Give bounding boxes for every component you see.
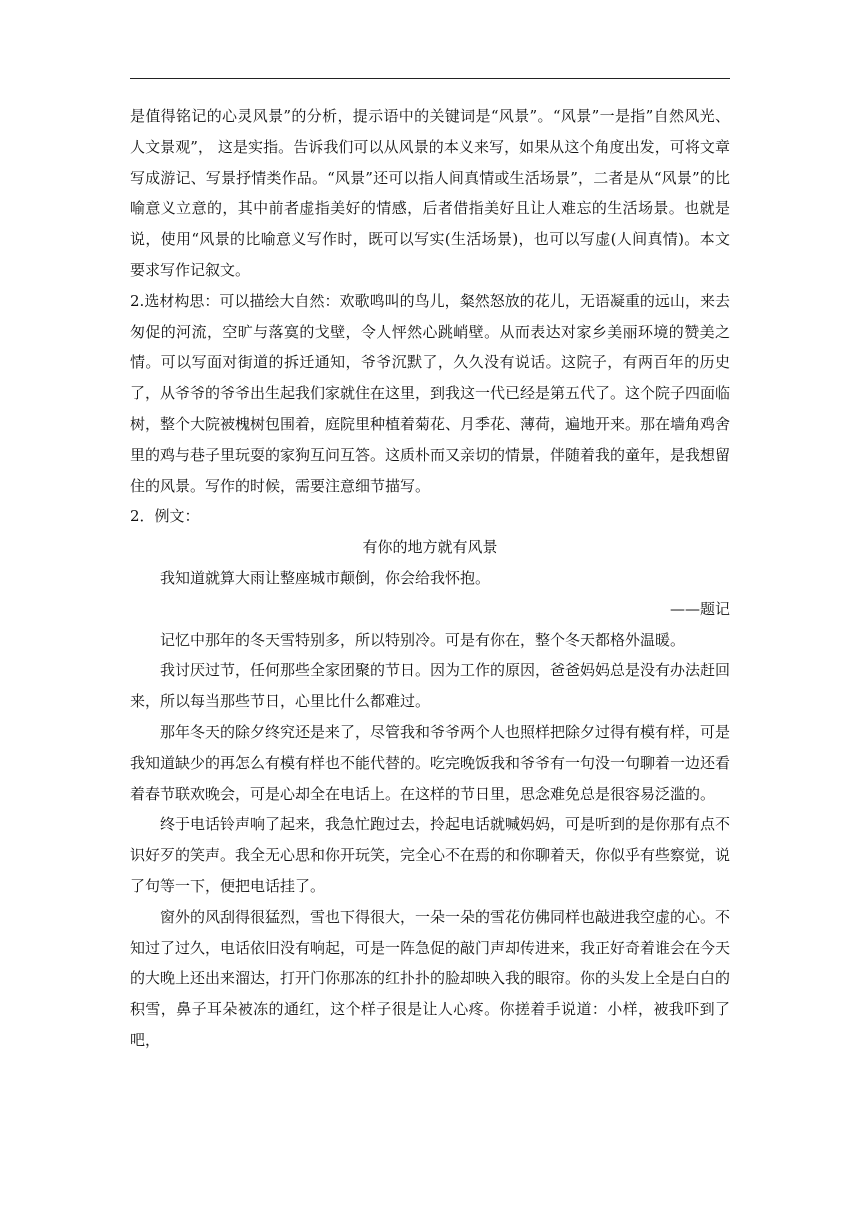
- material-conception-paragraph: 2.选材构思：可以描绘大自然：欢歌鸣叫的鸟儿，粲然怒放的花儿，无语凝重的远山，来去匆促的河流，空旷与落寞的戈壁，令人怦然心跳峭壁。从而表达对家乡美丽环境的赞美之情。可以写面对街道的拆迁通知，爷爷沉默了，久久没有说话。这院子，有两百年的历史了，从爷爷的爷爷出生起我们家就住在这里，到我这一代已经是第五代了。这个院子四面临树，整个大院被槐树包围着，庭院里种植着菊花、月季花、薄荷，遍地开来。那在墙角鸡舍里的鸡与巷子里玩耍的家狗互问互答。这质朴而又亲切的情景，伴随着我的童年，是我想留住的风景。写作的时候，需要注意细节描写。: [130, 291, 731, 495]
- example-essay-label: 2．例文：: [130, 507, 200, 526]
- essay-paragraph: 我讨厌过节，任何那些全家团聚的节日。因为工作的原因，爸爸妈妈总是没有办法赶回来，所以每当那些节日，心里比什么都难过。: [130, 661, 731, 711]
- analysis-paragraph: 是值得铭记的心灵风景”的分析，提示语中的关键词是“风景”。“风景”一是指”自然风光、人文景观”， 这是实指。告诉我们可以从风景的本义来写，如果从这个角度出发，可将文章写成游记、写景抒情类作品。“风景”还可以指人间真情或生活场景”，二者是从“风景”的比喻意义立意的，其中前者虚指美好的情感，后者借指美好且让人难忘的生活场景。也就是说，使用“风景的比喻意义写作时，既可以写实(生活场景)，也可以写虚(人间真情)。本文要求写作记叙文。: [130, 107, 730, 279]
- header-rule: [130, 78, 730, 79]
- essay-paragraph: 窗外的风刮得很猛烈，雪也下得很大，一朵一朵的雪花仿佛同样也敲进我空虚的心。不知过了过久，电话依旧没有响起，可是一阵急促的敲门声却传进来，我正好奇着谁会在今天的大晚上还出来溜达，打开门你那冻的红扑扑的脸却映入我的眼帘。你的头发上全是白白的积雪，鼻子耳朵被冻的通红，这个样子很是让人心疼。你搓着手说道：小样，被我吓到了吧，: [130, 907, 731, 1049]
- essay-title: 有你的地方就有风景: [362, 538, 498, 557]
- essay-paragraph: 那年冬天的除夕终究还是来了，尽管我和爷爷两个人也照样把除夕过得有模有样，可是我知道缺少的再怎么有模有样也不能代替的。吃完晚饭我和爷爷有一句没一句聊着一边还看着春节联欢晚会，可是心却全在电话上。在这样的节日里，思念难免总是很容易泛滥的。: [130, 722, 731, 803]
- epigraph-signature: ——题记: [669, 599, 730, 618]
- document-body: [130, 101, 730, 1056]
- essay-epigraph: 我知道就算大雨让整座城市颠倒，你会给我怀抱。: [160, 568, 491, 587]
- essay-paragraph: 记忆中那年的冬天雪特别多，所以特别冷。可是有你在，整个冬天都格外温暖。: [160, 630, 686, 649]
- essay-paragraph: 终于电话铃声响了起来，我急忙跑过去，拎起电话就喊妈妈，可是听到的是你那有点不识好歹的笑声。我全无心思和你开玩笑，完全心不在焉的和你聊着天，你似乎有些察觉，说了句等一下，便把电话挂了。: [130, 815, 731, 895]
